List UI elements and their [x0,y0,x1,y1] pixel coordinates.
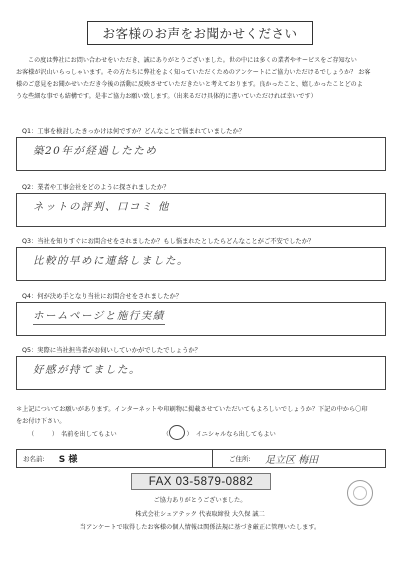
thanks-text: ご協力ありがとうございました。 [153,497,247,504]
question-5 [16,347,386,390]
publication-request: ＊上記についてお願いがあります。インターネットや印刷物に掲載させていただいてもよろしいでしょうか？下記の中から〇印 をお付け下さい。 [16,406,368,425]
name-value: S 様 [58,455,78,465]
question-5-label: Q5：実際に当社担当者がお伺いしていかがでしたでしょうか？ [22,347,201,354]
circle-mark-icon [169,425,185,440]
question-1-answer: 築20年が経過したため [33,145,158,157]
choice-name-ok-label: 名前を出してもよい [61,431,117,438]
question-1 [16,128,386,171]
question-5-answer-box [16,356,386,390]
name-address-row [16,449,386,468]
fax-number: FAX 03-5879-0882 [131,473,271,490]
choice-initials-ok[interactable] [163,429,276,438]
question-1-label: Q1：工事を検討したきっかけは何ですか？どんなことで悩まれていましたか？ [22,128,246,135]
question-5-answer: 好感が持てました。 [33,364,141,376]
question-4-answer: ホームページと施行実績 [33,308,165,325]
intro-text: この度は弊社にお問い合わせをいただき、誠にありがとうございました。世の中には多くの業者やサービスをご存知ない お客様が沢山いらっしゃいます。その方たちに弊社をよく知っていただくためのアンケートにご協力いただけるでしょうか？ お客 様のご意見をお聞かせいただき今後の活動に反映させていただきたいと考えております。良かったこと、嬉しかったことどのよ うな些細な事でも結構です。是非ご協力お願い致します。（出来るだけ具体的に書いていただければ幸いです） [16,57,371,100]
publication-choices [28,429,276,438]
question-1-answer-box [16,137,386,171]
question-2 [16,184,386,227]
question-3-label: Q3：当社を知りすぐにお問合せをされましたか？もし悩まれたとしたらどんなことがご不安でしたか？ [22,238,315,245]
question-4-answer-box [16,302,386,336]
privacy-text: 当アンケートで取得したお客様の個人情報は関係法規に基づき厳正に管理いたします。 [79,524,321,531]
question-3 [16,238,386,281]
name-label: お名前: [23,455,45,463]
question-3-answer-box [16,247,386,281]
question-4-label: Q4：何が決め手となり当社にお問合せをされましたか？ [22,293,183,300]
choice-name-ok-mark: （ ） [28,431,58,438]
choice-name-ok[interactable] [28,429,117,438]
choice-initials-ok-mark: （ ） [163,429,193,438]
question-2-label: Q2：業者や工事会社をどのように探されましたか？ [22,184,170,191]
question-3-answer: 比較的早めに連絡しました。 [33,255,189,267]
question-4 [16,293,386,336]
question-2-answer-box [16,193,386,227]
address-value: 足立区 梅田 [265,455,319,466]
company-text: 株式会社シェアテック 代表取締役 大久保 誠二 [135,511,265,518]
row-divider [212,450,213,467]
address-label: ご住所: [229,455,251,463]
survey-title: お客様のお声をお聞かせください [87,21,313,45]
choice-initials-ok-label: イニシャルなら出してもよい [195,431,276,438]
question-2-answer: ネットの評判、口コミ 他 [33,201,170,213]
